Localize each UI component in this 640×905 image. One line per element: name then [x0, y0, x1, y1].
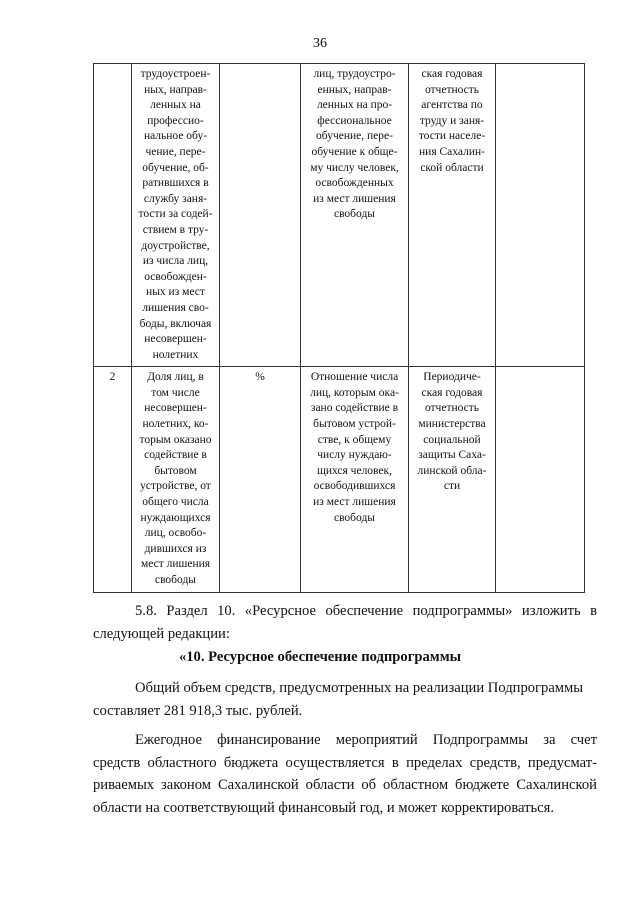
cell-text-line: из мест лишения — [313, 496, 396, 509]
cell-text-line: из мест лишения — [313, 192, 396, 205]
cell-number — [94, 64, 132, 367]
cell-text-line: трудоустроен- — [140, 68, 211, 80]
cell-text-line: торым оказано — [139, 433, 212, 446]
cell-text-line: му числу человек, — [310, 161, 399, 174]
cell-text-line: освобожденных — [315, 177, 394, 190]
cell-indicator-name — [132, 367, 220, 592]
cell-calculation-method — [301, 367, 409, 592]
paragraph-annual-funding — [93, 729, 597, 819]
cell-text-line: лишения сво- — [142, 301, 209, 314]
cell-text-line: Отношение числа — [310, 371, 399, 384]
cell-data-source — [409, 367, 496, 592]
cell-text-line: освобожден- — [144, 270, 207, 283]
cell-text-line: зано содействие в — [310, 402, 399, 415]
indicators-table — [93, 63, 585, 593]
cell-text-line: Доля лиц, в — [147, 371, 204, 384]
cell-text-line: социальной — [423, 433, 481, 446]
paragraph-line: составляет 281 918,3 тыс. рублей. — [93, 702, 303, 719]
cell-text-line: ствием в тру- — [142, 223, 209, 236]
cell-text-line: нолетних — [152, 348, 199, 361]
cell-text-line: числу нуждаю- — [317, 449, 392, 462]
cell-text-line: труду и заня- — [419, 114, 485, 127]
cell-calculation-method — [301, 64, 409, 367]
cell-text-line: обучение к обще- — [311, 145, 398, 158]
cell-text-line: несовершен- — [144, 333, 207, 346]
cell-text-line: Периодиче- — [423, 371, 481, 384]
paragraph-line: риваемых законом Сахалинской области об областном бюджете Сахалинской — [93, 777, 597, 793]
cell-text-line: ской области — [420, 161, 484, 174]
cell-text-line: енных, направ- — [317, 83, 392, 96]
cell-text-line: бытовом — [154, 464, 197, 477]
cell-text-line: ния Сахалин- — [419, 145, 485, 158]
cell-text-line: фессиональное — [317, 114, 392, 127]
cell-number — [94, 367, 132, 592]
cell-text-line: тости за содей- — [138, 208, 213, 221]
cell-text: 2 — [109, 371, 116, 384]
paragraph-line: Общий объем средств, предусмотренных на реализации Подпрограммы — [135, 680, 584, 696]
cell-extra — [496, 367, 585, 592]
cell-text-line: том числе — [151, 386, 200, 399]
cell-text-line: министерства — [418, 418, 486, 431]
cell-unit — [220, 64, 301, 367]
paragraph-line: области на соответствующий финансовый год, и может корректироваться. — [93, 799, 555, 816]
cell-text-line: сти — [443, 480, 461, 493]
cell-text-line: лиц, которым ока- — [310, 386, 399, 399]
cell-text-line: агентства по — [421, 99, 483, 112]
cell-text-line: нолетних, ко- — [142, 418, 209, 431]
cell-extra — [496, 64, 585, 367]
cell-text-line: мест лишения — [140, 558, 211, 571]
table-body — [94, 64, 585, 593]
cell-text-line: нальное обу- — [143, 130, 208, 143]
cell-text-line: защиты Саха- — [418, 449, 486, 462]
cell-text-line: ская годовая — [421, 386, 483, 399]
cell-text-line: обучение, об- — [142, 161, 209, 174]
cell-text-line: обучение, пере- — [316, 130, 393, 143]
cell-text-line: содействие в — [144, 449, 207, 462]
table-row — [94, 367, 585, 592]
cell-text-line: стве, к общему — [317, 433, 392, 446]
cell-text-line: линской обла- — [417, 464, 487, 477]
page-number: 36 — [313, 36, 327, 51]
cell-text-line: ленных на про- — [316, 99, 393, 112]
cell-text-line: ленных на — [150, 99, 201, 112]
cell-text-line: доустройстве, — [141, 239, 210, 252]
cell-text-line: несовершен- — [144, 402, 207, 415]
cell-text-line: ратившихся в — [142, 177, 209, 190]
cell-unit — [220, 367, 301, 592]
cell-text-line: из числа лиц, — [142, 255, 209, 268]
paragraph-line: 5.8. Раздел 10. «Ресурсное обеспечение подпрограммы» изложить в — [135, 603, 597, 619]
paragraph-section-5-8 — [93, 600, 597, 645]
cell-text-line: нуждающихся — [140, 511, 211, 524]
cell-text-line: свободы — [154, 574, 197, 586]
cell-text-line: щихся человек, — [316, 464, 392, 477]
cell-text-line: освободившихся — [313, 480, 396, 493]
cell-text-line: профессио- — [147, 114, 204, 127]
cell-text-line: устройстве, от — [140, 480, 211, 493]
paragraph-line: следующей редакции: — [93, 625, 230, 642]
cell-text-line: ных, направ- — [144, 83, 207, 96]
cell-text-line: службу заня- — [143, 192, 208, 205]
paragraph-total-funding — [93, 677, 597, 722]
section-heading: «10. Ресурсное обеспечение подпрограммы — [178, 649, 462, 665]
cell-text-line: свободы — [333, 511, 376, 524]
cell-data-source — [409, 64, 496, 367]
cell-text-line: отчетность — [424, 83, 480, 96]
paragraph-line: Ежегодное финансирование мероприятий Подпрограммы за счет — [135, 732, 597, 748]
cell-text-line: ных из мест — [146, 286, 205, 299]
cell-text-line: лиц, освобо- — [144, 527, 207, 540]
cell-text-line: свободы — [333, 208, 376, 221]
cell-text: % — [255, 371, 265, 384]
table-row — [94, 64, 585, 367]
cell-text-line: дившихся из — [144, 542, 207, 555]
cell-text-line: боды, включая — [139, 317, 212, 330]
cell-text-line: общего числа — [142, 496, 209, 509]
cell-text-line: чение, пере- — [145, 145, 206, 158]
cell-text-line: лиц, трудоустро- — [313, 68, 396, 80]
cell-text-line: тости населе- — [418, 130, 486, 143]
cell-text-line: бытовом устрой- — [313, 418, 396, 431]
paragraph-line: средств областного бюджета осуществляется в пределах средств, предусмат- — [93, 754, 597, 771]
cell-indicator-name — [132, 64, 220, 367]
cell-text-line: ская годовая — [421, 68, 483, 80]
cell-text-line: отчетность — [424, 402, 480, 415]
